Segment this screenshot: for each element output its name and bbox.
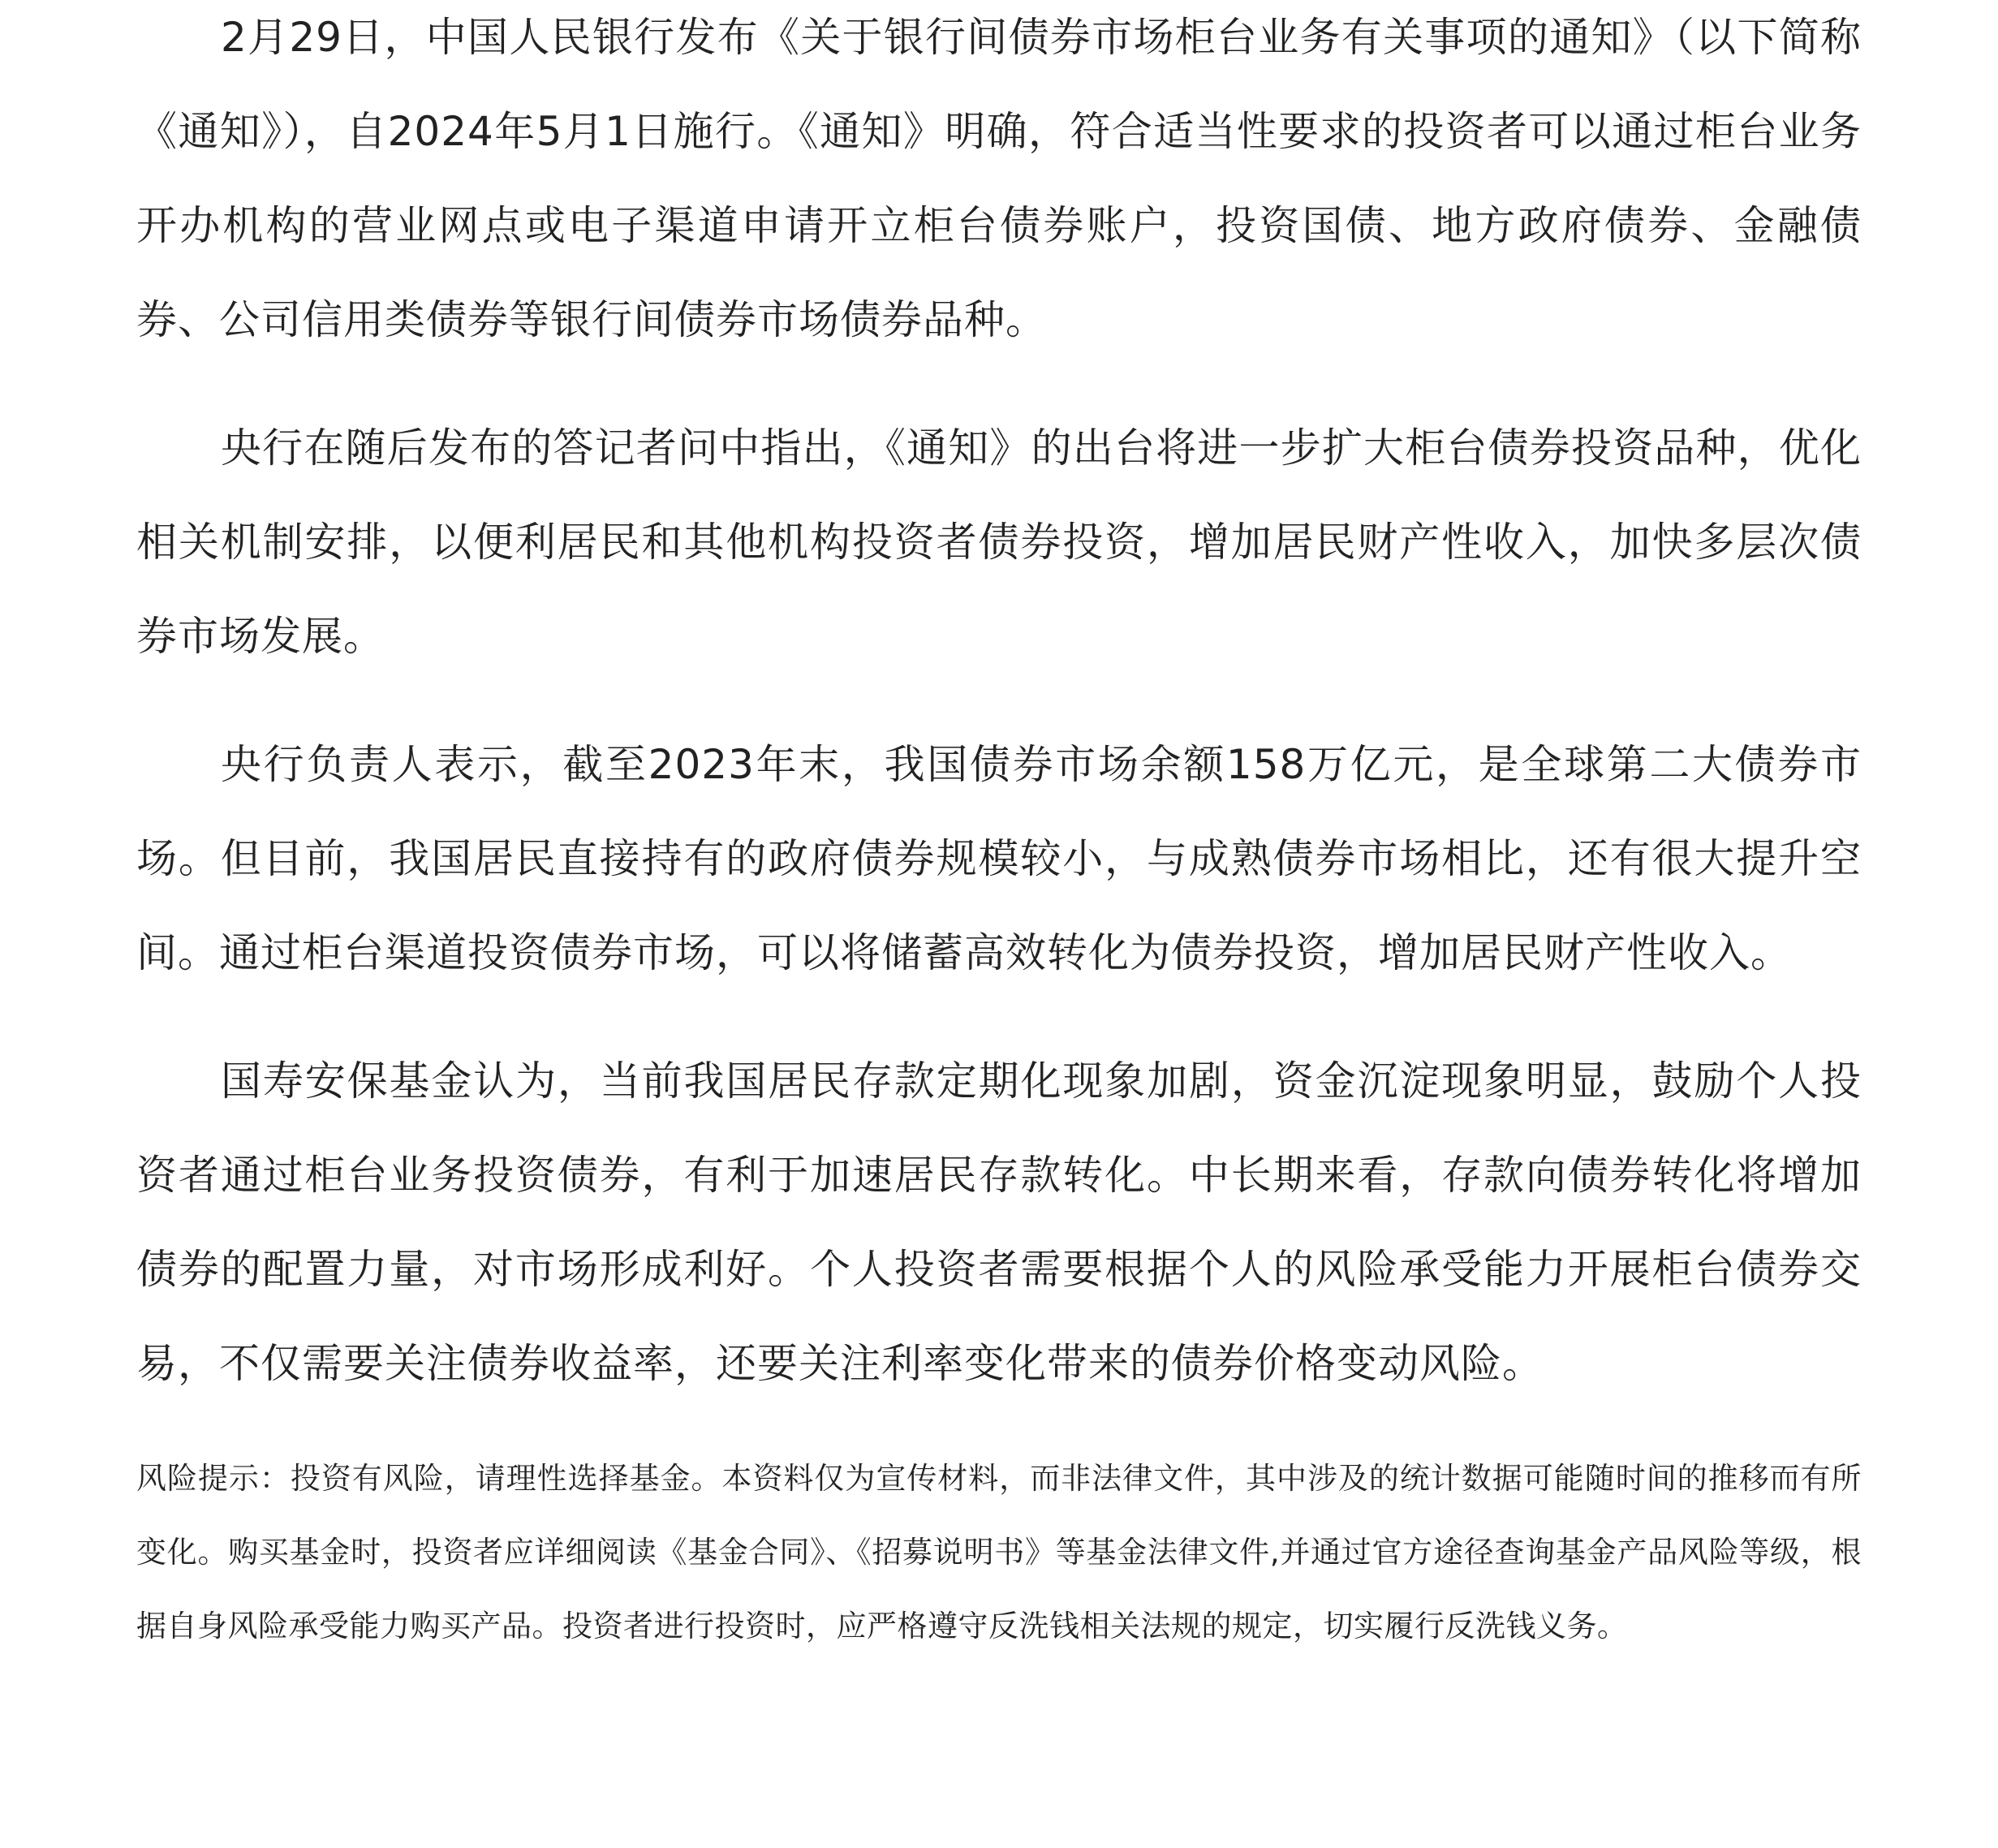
risk-disclaimer: 风险提示：投资有风险，请理性选择基金。本资料仅为宣传材料，而非法律文件，其中涉及的统计数据可能随时间的推移而有所变化。购买基金时，投资者应详细阅读《基金合同》、《招募说明书》等基金法律文件,并通过官方途径查询基金产品风险等级，根据自身风险承受能力购买产品。投资者进行投资时，应严格遵守反洗钱相关法规的规定，切实履行反洗钱义务。 xyxy=(136,1461,1862,1643)
article-paragraph: 央行负责人表示，截至2023年末，我国债券市场余额158万亿元，是全球第二大债券市场。但目前，我国居民直接持有的政府债券规模较小，与成熟债券市场相比，还有很大提升空间。通过柜台渠道投资债券市场，可以将储蓄高效转化为债券投资，增加居民财产性收入。 xyxy=(136,741,1862,976)
article-paragraph: 国寿安保基金认为，当前我国居民存款定期化现象加剧，资金沉淀现象明显，鼓励个人投资者通过柜台业务投资债券，有利于加速居民存款转化。中长期来看，存款向债券转化将增加债券的配置力量，对市场形成利好。个人投资者需要根据个人的风险承受能力开展柜台债券交易，不仅需要关注债券收益率，还要关注利率变化带来的债券价格变动风险。 xyxy=(136,1058,1862,1387)
article-body xyxy=(136,0,1862,1663)
article-paragraph: 2月29日，中国人民银行发布《关于银行间债券市场柜台业务有关事项的通知》（以下简称《通知》），自2024年5月1日施行。《通知》明确，符合适当性要求的投资者可以通过柜台业务开办机构的营业网点或电子渠道申请开立柜台债券账户，投资国债、地方政府债券、金融债券、公司信用类债券等银行间债券市场债券品种。 xyxy=(136,14,1862,343)
article-paragraph: 央行在随后发布的答记者问中指出，《通知》的出台将进一步扩大柜台债券投资品种，优化相关机制安排，以便利居民和其他机构投资者债券投资，增加居民财产性收入，加快多层次债券市场发展。 xyxy=(136,424,1862,660)
